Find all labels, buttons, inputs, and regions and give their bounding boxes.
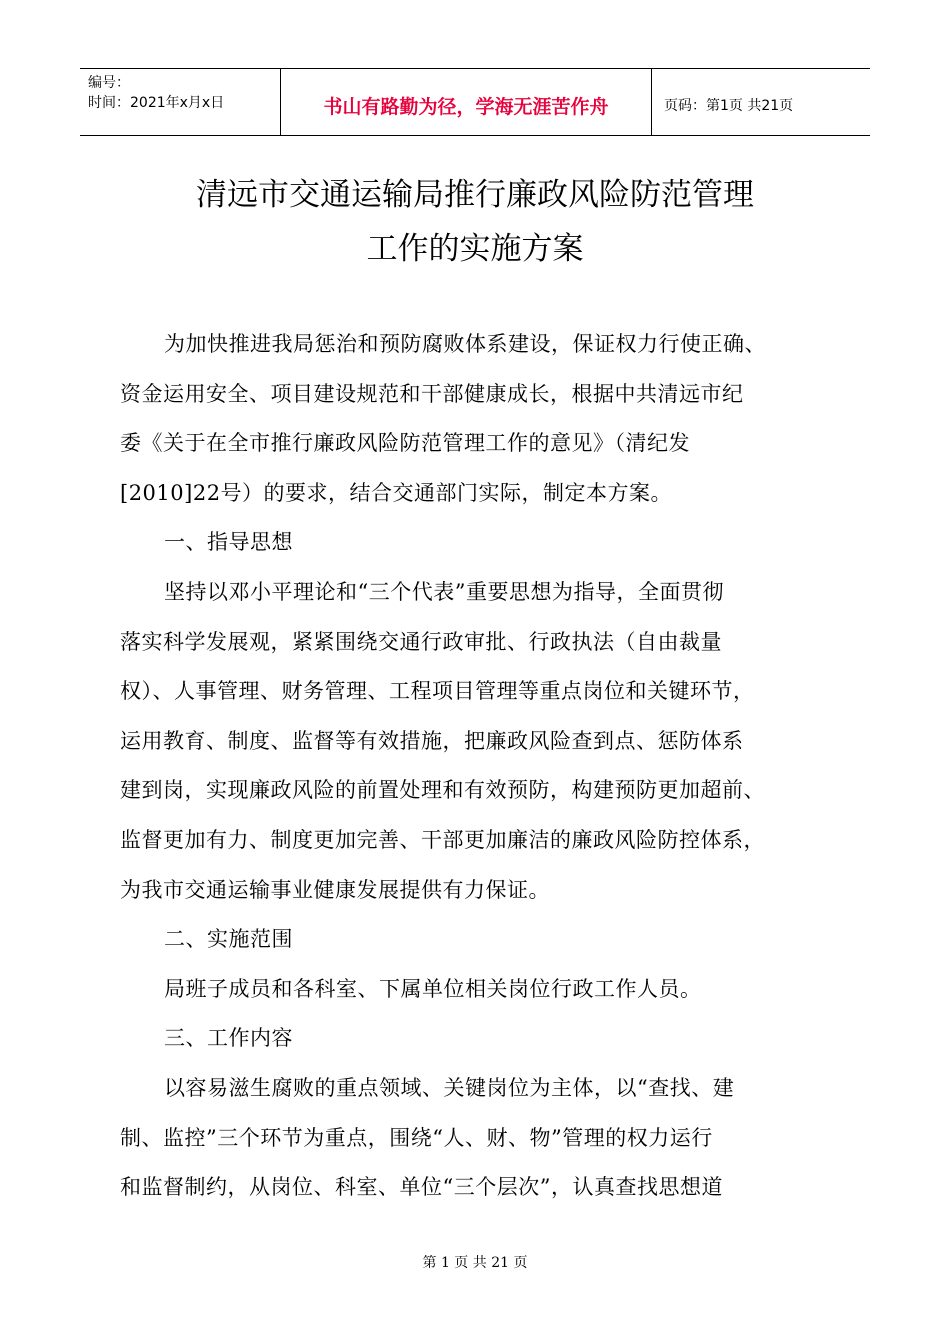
header-motto: 书山有路勤为径，学海无涯苦作舟	[281, 69, 652, 135]
body-line: 运用教育、制度、监督等有效措施，把廉政风险查到点、惩防体系	[120, 728, 744, 753]
document-title	[0, 168, 950, 276]
title-line-2: 工作的实施方案	[366, 231, 584, 267]
header-meta	[80, 69, 281, 135]
body-line: 二、实施范围	[164, 927, 293, 952]
body-line: 落实科学发展观，紧紧围绕交通行政审批、行政执法（自由裁量	[120, 629, 722, 654]
body-line: 三、工作内容	[164, 1026, 293, 1051]
body-line: 一、指导思想	[164, 530, 293, 555]
body-line: 建到岗，实现廉政风险的前置处理和有效预防，构建预防更加超前、	[120, 778, 765, 803]
title-line-1: 清远市交通运输局推行廉政风险防范管理	[196, 177, 754, 213]
body-line: 以容易滋生腐败的重点领域、关键岗位为主体，以“查找、建	[164, 1075, 735, 1100]
body-line: 为加快推进我局惩治和预防腐败体系建设，保证权力行使正确、	[164, 332, 766, 356]
document-header	[80, 68, 870, 136]
body-line: 监督更加有力、制度更加完善、干部更加廉洁的廉政风险防控体系，	[120, 827, 765, 852]
document-body	[120, 320, 828, 1213]
body-line: 为我市交通运输事业健康发展提供有力保证。	[120, 877, 550, 902]
document-date: 时间：2021年x月x日	[88, 95, 225, 111]
page-footer: 第 1 页 共 21 页	[422, 1255, 528, 1271]
header-page-info: 页码：第1页 共21页	[664, 98, 794, 114]
body-line: 制、监控”三个环节为重点，围绕“人、财、物”管理的权力运行	[120, 1125, 713, 1150]
body-line: 权）、人事管理、财务管理、工程项目管理等重点岗位和关键环节，	[120, 679, 755, 704]
document-number: 编号：	[88, 75, 130, 91]
body-line: 和监督制约，从岗位、科室、单位“三个层次”，认真查找思想道	[120, 1175, 723, 1200]
body-line: 局班子成员和各科室、下属单位相关岗位行政工作人员。	[164, 976, 702, 1001]
body-line: [2010]22号）的要求，结合交通部门实际，制定本方案。	[120, 480, 673, 505]
body-line: 委《关于在全市推行廉政风险防范管理工作的意见》（清纪发	[120, 431, 690, 456]
body-line: 资金运用安全、项目建设规范和干部健康成长，根据中共清远市纪	[120, 381, 744, 406]
body-line: 坚持以邓小平理论和“三个代表”重要思想为指导，全面贯彻	[164, 579, 724, 604]
